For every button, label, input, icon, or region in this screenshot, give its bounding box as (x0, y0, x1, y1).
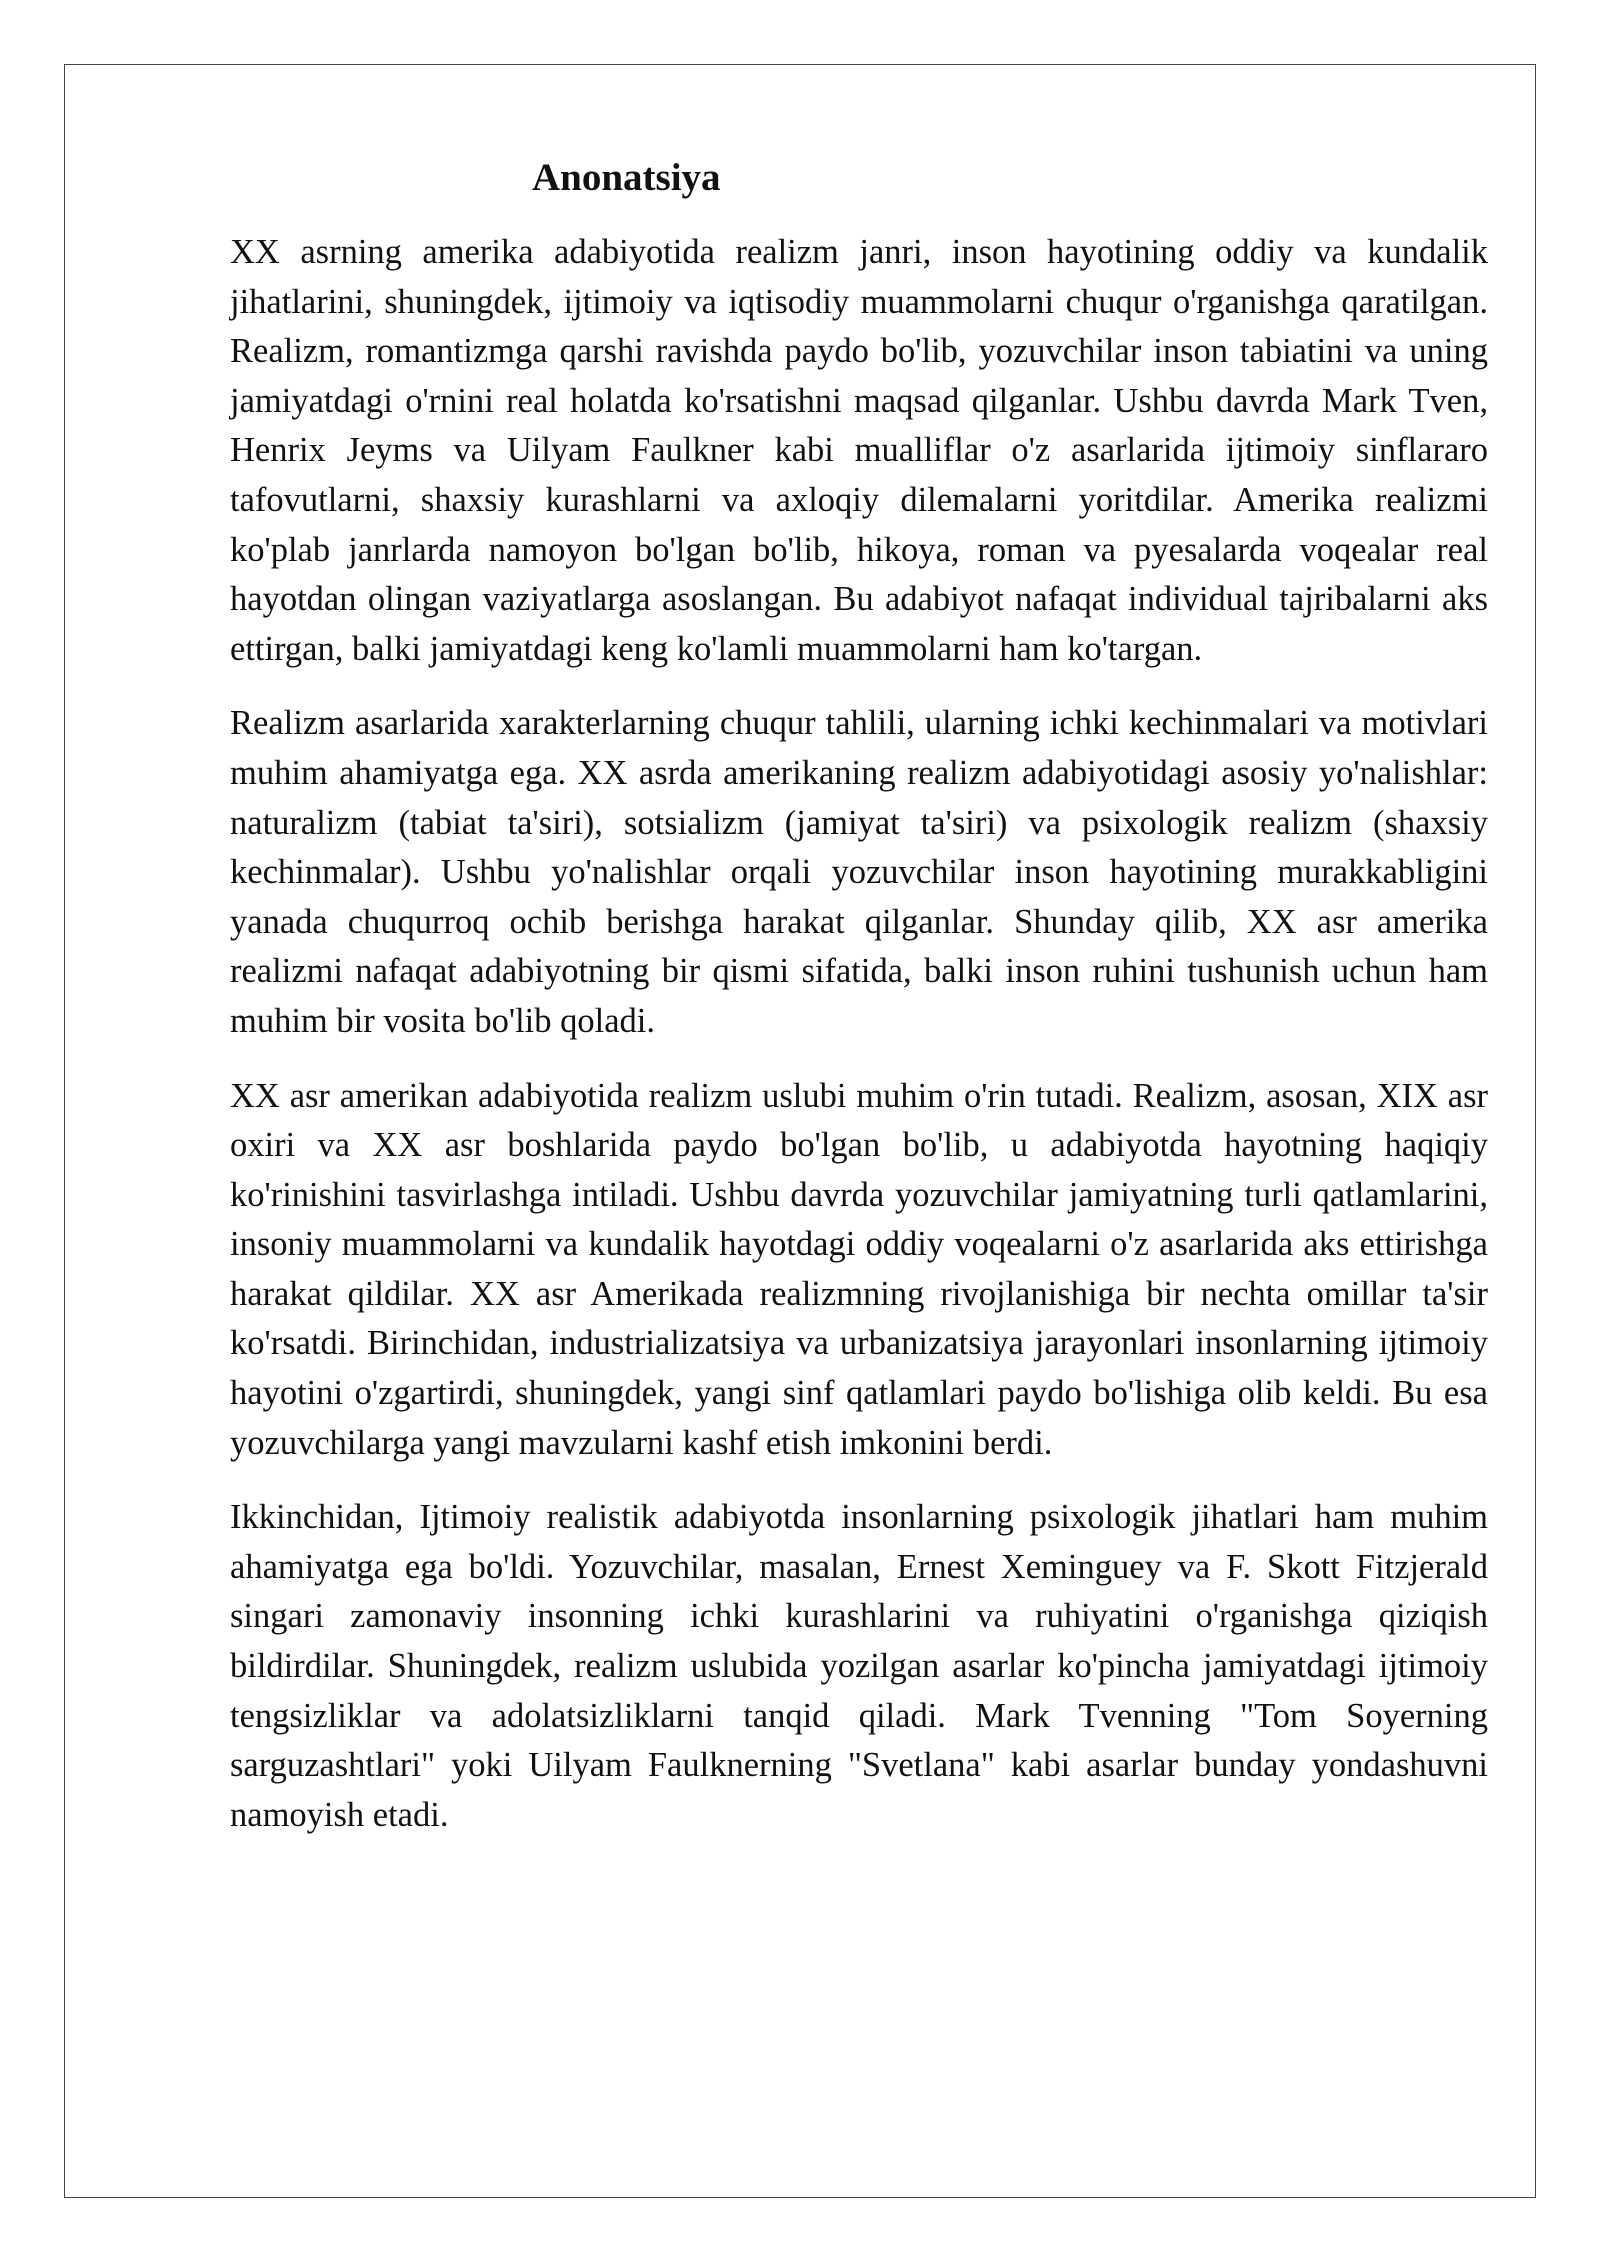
paragraph-3: XX asr amerikan adabiyotida realizm uslubi muhim o'rin tutadi. Realizm, asosan, XIX asr oxiri va XX asr boshlarida paydo bo'lgan bo'lib, u adabiyotda hayotning haqiqiy ko'rinishini tasvirlashga intiladi. Ushbu davrda yozuvchilar jamiyatning turli qatlamlarini, insoniy muammolarni va kundalik hayotdagi oddiy voqealarni o'z asarlarida aks ettirishga harakat qildilar. XX asr Amerikada realizmning rivojlanishiga bir nechta omillar ta'sir ko'rsatdi. Birinchidan, industrializatsiya va urbanizatsiya jarayonlari insonlarning ijtimoiy hayotini o'zgartirdi, shuningdek, yangi sinf qatlamlari paydo bo'lishiga olib keldi. Bu esa yozuvchilarga yangi mavzularni kashf etish imkonini berdi. (230, 1076, 1488, 1462)
paragraph-2: Realizm asarlarida xarakterlarning chuqur tahlili, ularning ichki kechinmalari va motivlari muhim ahamiyatga ega. XX asrda amerikaning realizm adabiyotidagi asosiy yo'nalishlar: naturalizm (tabiat ta'siri), sotsializm (jamiyat ta'siri) va psixologik realizm (shaxsiy kechinmalar). Ushbu yo'nalishlar orqali yozuvchilar inson hayotining murakkabligini yanada chuqurroq ochib berishga harakat qilganlar. Shunday qilib, XX asr amerika realizmi nafaqat adabiyotning bir qismi sifatida, balki inson ruhini tushunish uchun ham muhim bir vosita bo'lib qoladi. (230, 704, 1488, 1040)
page-title: Anonatsiya (532, 156, 721, 199)
paragraph-1: XX asrning amerika adabiyotida realizm janri, inson hayotining oddiy va kundalik jihatlarini, shuningdek, ijtimoiy va iqtisodiy muammolarni chuqur o'rganishga qaratilgan. Realizm, romantizmga qarshi ravishda paydo bo'lib, yozuvchilar inson tabiatini va uning jamiyatdagi o'rnini real holatda ko'rsatishni maqsad qilganlar. Ushbu davrda Mark Tven, Henrix Jeyms va Uilyam Faulkner kabi mualliflar o'z asarlarida ijtimoiy sinflararo tafovutlarni, shaxsiy kurashlarni va axloqiy dilemalarni yoritdilar. Amerika realizmi ko'plab janrlarda namoyon bo'lgan bo'lib, hikoya, roman va pyesalarda voqealar real hayotdan olingan vaziyatlarga asoslangan. Bu adabiyot nafaqat individual tajribalarni aks ettirgan, balki jamiyatdagi keng ko'lamli muammolarni ham ko'targan. (230, 233, 1488, 668)
paragraph-4: Ikkinchidan, Ijtimoiy realistik adabiyotda insonlarning psixologik jihatlari ham muhim ahamiyatga ega bo'ldi. Yozuvchilar, masalan, Ernest Xeminguey va F. Skott Fitzjerald singari zamonaviy insonning ichki kurashlarini va ruhiyatini o'rganishga qiziqish bildirdilar. Shuningdek, realizm uslubida yozilgan asarlar ko'pincha jamiyatdagi ijtimoiy tengsizliklar va adolatsizliklarni tanqid qiladi. Mark Tvenning "Tom Soyerning sarguzashtlari" yoki Uilyam Faulknerning "Svetlana" kabi asarlar bunday yondashuvni namoyish etadi. (230, 1498, 1488, 1834)
document-body (230, 150, 1488, 1865)
